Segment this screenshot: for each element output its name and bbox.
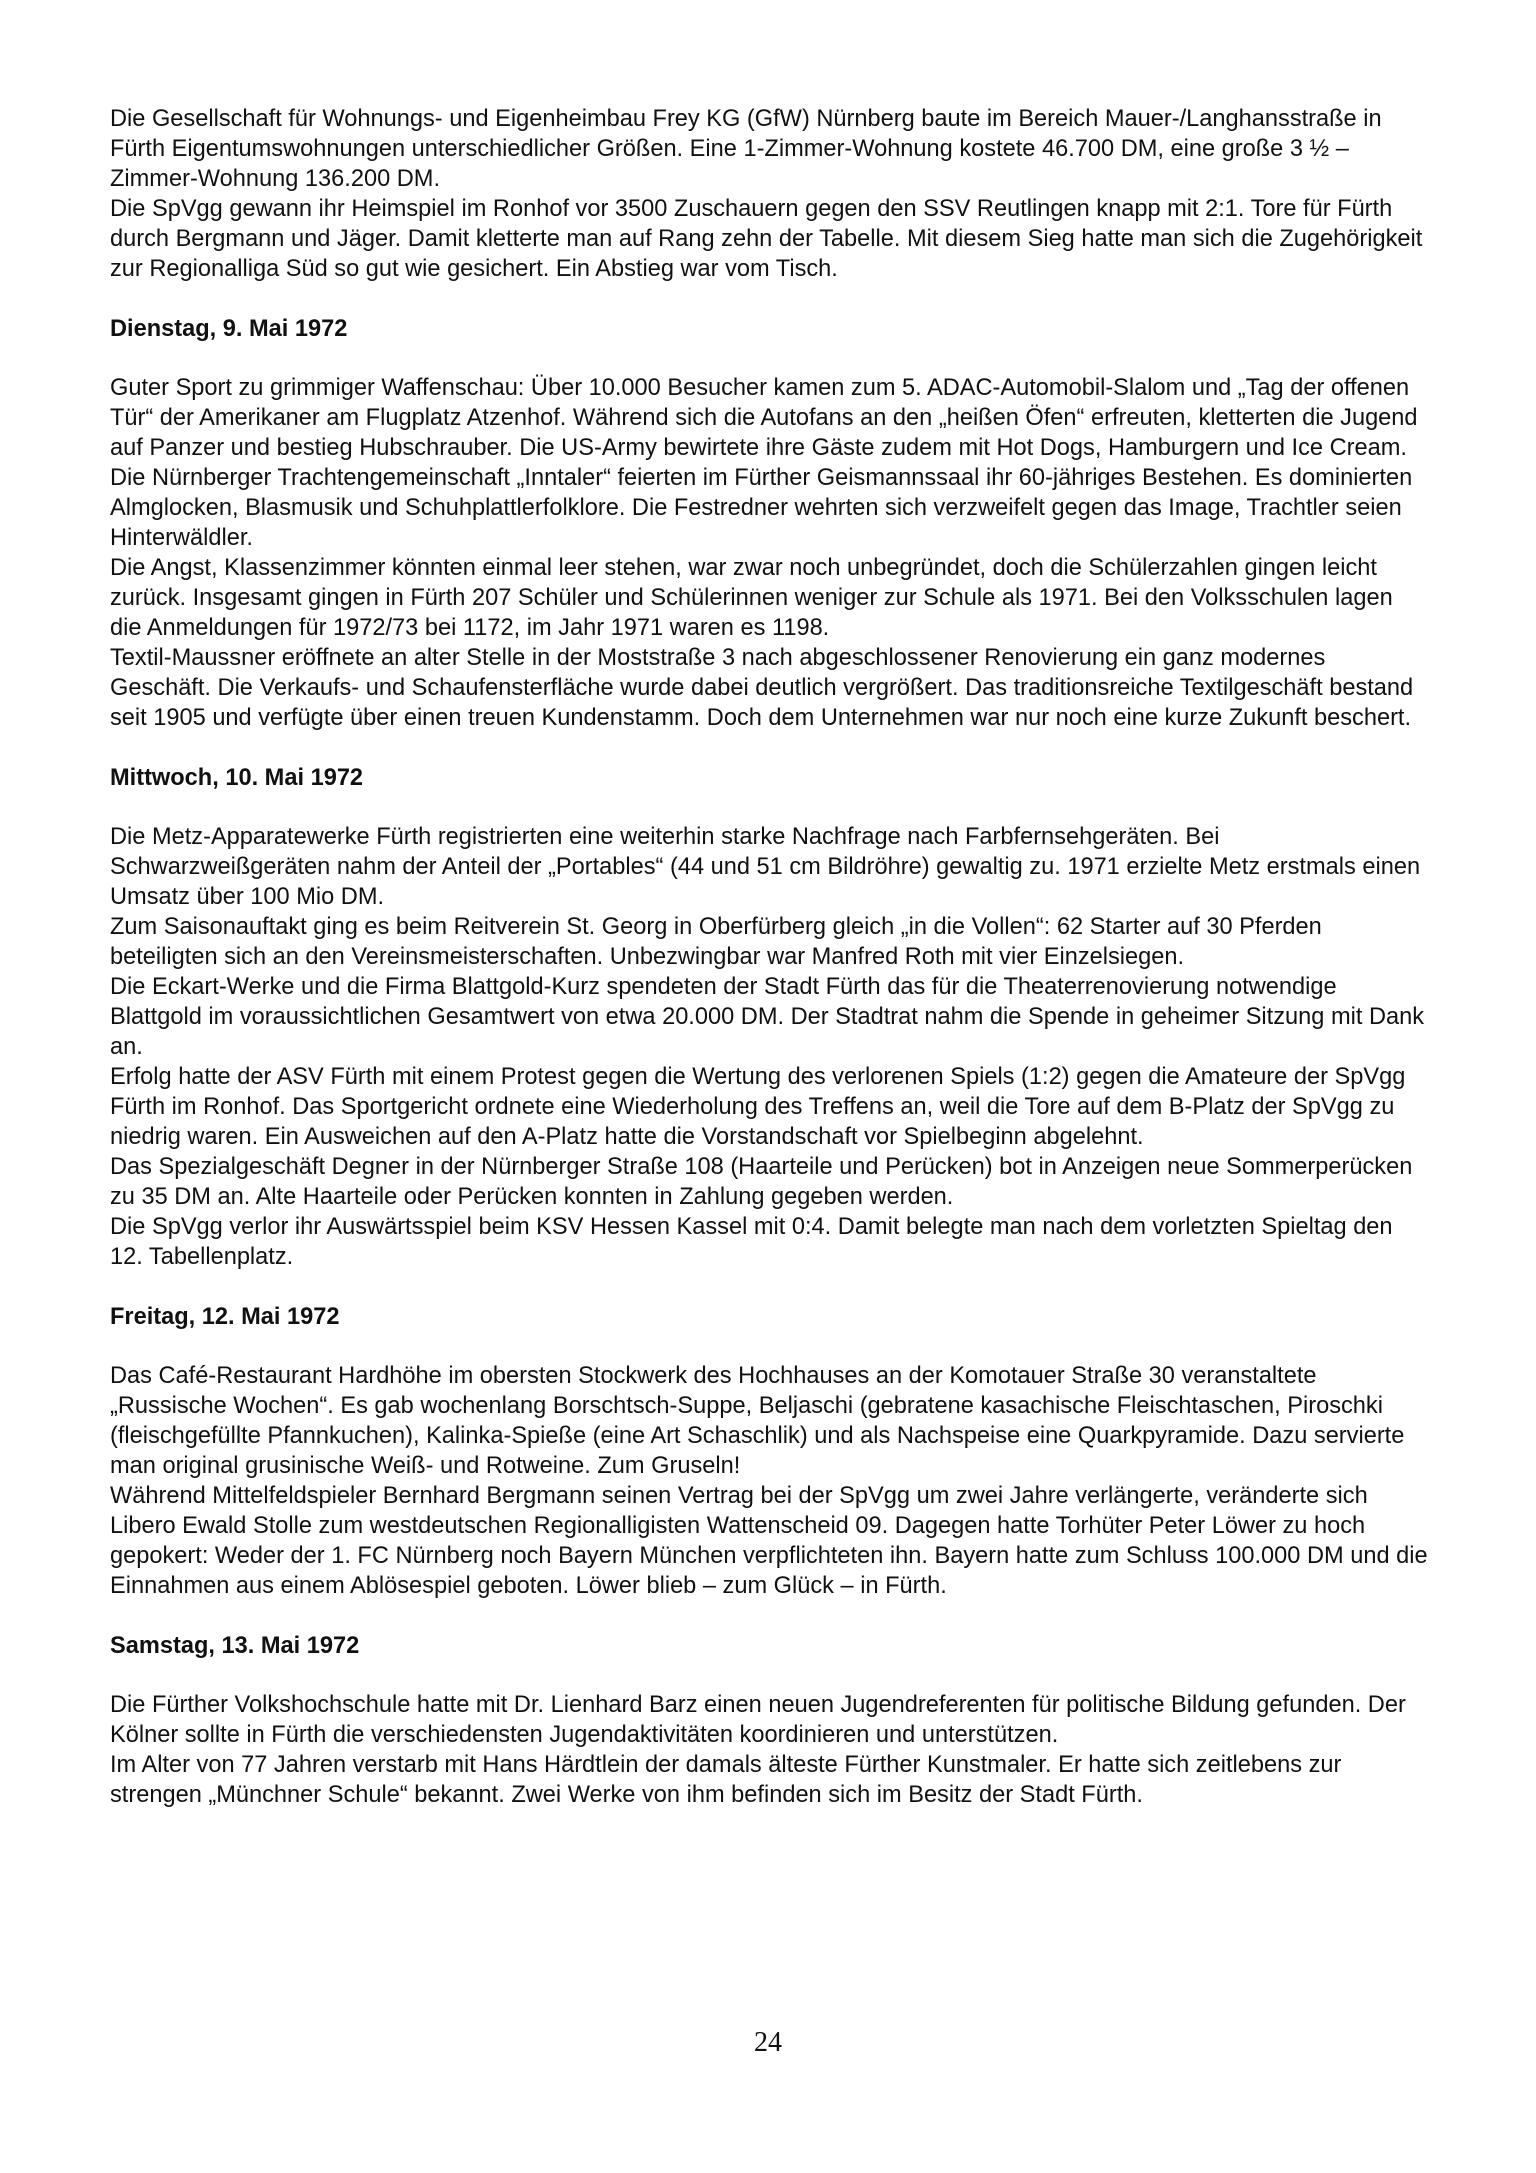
date-heading: Dienstag, 9. Mai 1972	[110, 316, 348, 342]
paragraph: Im Alter von 77 Jahren verstarb mit Hans Härdtlein der damals älteste Fürther Kunstmaler. Er hatte sich zeitlebens zur strengen „Münchner Schule“ bekannt. Zwei Werke von ihm befinden sich im Besitz der Stadt Fürth.	[110, 1752, 1342, 1808]
paragraph: Textil-Maussner eröffnete an alter Stelle in der Moststraße 3 nach abgeschlossener Renovierung ein ganz modernes Geschäft. Die Verkaufs- und Schaufensterfläche wurde dabei deutlich vergrößert. Das traditionsreiche Textilgeschäft bestand seit 1905 und verfügte über einen treuen Kundenstamm. Doch dem Unternehmen war nur noch eine kurze Zukunft beschert.	[110, 645, 1414, 731]
paragraph: Die Nürnberger Trachtengemeinschaft „Inntaler“ feierten im Fürther Geismannssaal ihr 60-jähriges Bestehen. Es dominierten Almglocken, Blasmusik und Schuhplattlerfolklore. Die Festredner wehrten sich verzweifelt gegen das Image, Trachtler seien Hinterwäldler.	[110, 465, 1413, 551]
date-heading: Samstag, 13. Mai 1972	[110, 1633, 360, 1659]
paragraph: Die Fürther Volkshochschule hatte mit Dr. Lienhard Barz einen neuen Jugendreferenten für politische Bildung gefunden. Der Kölner sollte in Fürth die verschiedensten Jugendaktivitäten koordinieren und unterstützen.	[110, 1692, 1406, 1748]
paragraph: Die Metz-Apparatewerke Fürth registrierten eine weiterhin starke Nachfrage nach Farbfernsehgeräten. Bei Schwarzweißgeräten nahm der Anteil der „Portables“ (44 und 51 cm Bildröhre) gewaltig zu. 1971 erzielte Metz erstmals einen Umsatz über 100 Mio DM.	[110, 824, 1421, 910]
date-heading: Freitag, 12. Mai 1972	[110, 1304, 340, 1330]
paragraph: Das Spezialgeschäft Degner in der Nürnberger Straße 108 (Haarteile und Perücken) bot in Anzeigen neue Sommerperücken zu 35 DM an. Alte Haarteile oder Perücken konnten in Zahlung gegeben werden.	[110, 1154, 1413, 1210]
paragraph: Die Eckart-Werke und die Firma Blattgold-Kurz spendeten der Stadt Fürth das für die Theaterrenovierung notwendige Blattgold im voraussichtlichen Gesamtwert von etwa 20.000 DM. Der Stadtrat nahm die Spende in geheimer Sitzung mit Dank an.	[110, 974, 1425, 1060]
paragraph: Die Gesellschaft für Wohnungs- und Eigenheimbau Frey KG (GfW) Nürnberg baute im Bereich Mauer-/Langhansstraße in Fürth Eigentumswohnungen unterschiedlicher Größen. Eine 1-Zimmer-Wohnung kostete 46.700 DM, eine große 3 ½ – Zimmer-Wohnung 136.200 DM.	[110, 106, 1382, 192]
paragraph: Die Angst, Klassenzimmer könnten einmal leer stehen, war zwar noch unbegründet, doch die Schülerzahlen gingen leicht zurück. Insgesamt gingen in Fürth 207 Schüler und Schülerinnen weniger zur Schule als 1971. Bei den Volksschulen lagen die Anmeldungen für 1972/73 bei 1172, im Jahr 1971 waren es 1198.	[110, 555, 1393, 641]
paragraph: Das Café-Restaurant Hardhöhe im obersten Stockwerk des Hochhauses an der Komotauer Straße 30 veranstaltete „Russische Wochen“. Es gab wochenlang Borschtsch-Suppe, Beljaschi (gebratene kasachische Fleischtaschen, Piroschki (fleischgefüllte Pfannkuchen), Kalinka-Spieße (eine Art Schaschlik) und als Nachspeise eine Quarkpyramide. Dazu servierte man original grusinische Weiß- und Rotweine. Zum Gruseln!	[110, 1363, 1405, 1479]
date-heading: Mittwoch, 10. Mai 1972	[110, 765, 364, 791]
paragraph: Die SpVgg gewann ihr Heimspiel im Ronhof vor 3500 Zuschauern gegen den SSV Reutlingen knapp mit 2:1. Tore für Fürth durch Bergmann und Jäger. Damit kletterte man auf Rang zehn der Tabelle. Mit diesem Sieg hatte man sich die Zugehörigkeit zur Regionalliga Süd so gut wie gesichert. Ein Abstieg war vom Tisch.	[110, 196, 1423, 282]
paragraph: Die SpVgg verlor ihr Auswärtsspiel beim KSV Hessen Kassel mit 0:4. Damit belegte man nach dem vorletzten Spieltag den 12. Tabellenplatz.	[110, 1214, 1393, 1270]
paragraph: Erfolg hatte der ASV Fürth mit einem Protest gegen die Wertung des verlorenen Spiels (1:2) gegen die Amateure der SpVgg Fürth im Ronhof. Das Sportgericht ordnete eine Wiederholung des Treffens an, weil die Tore auf dem B-Platz der SpVgg zu niedrig waren. Ein Ausweichen auf den A-Platz hatte die Vorstandschaft vor Spielbeginn abgelehnt.	[110, 1064, 1406, 1150]
paragraph: Guter Sport zu grimmiger Waffenschau: Über 10.000 Besucher kamen zum 5. ADAC-Automobil-Slalom und „Tag der offenen Tür“ der Amerikaner am Flugplatz Atzenhof. Während sich die Autofans an den „heißen Öfen“ erfreuten, kletterten die Jugend auf Panzer und bestieg Hubschrauber. Die US-Army bewirtete ihre Gäste zudem mit Hot Dogs, Hamburgern und Ice Cream.	[110, 375, 1418, 461]
page-body	[110, 104, 1430, 1810]
page-number: 24	[754, 2027, 782, 2058]
paragraph: Zum Saisonauftakt ging es beim Reitverein St. Georg in Oberfürberg gleich „in die Vollen“: 62 Starter auf 30 Pferden beteiligten sich an den Vereinsmeisterschaften. Unbezwingbar war Manfred Roth mit vier Einzelsiegen.	[110, 914, 1322, 970]
paragraph: Während Mittelfeldspieler Bernhard Bergmann seinen Vertrag bei der SpVgg um zwei Jahre verlängerte, veränderte sich Libero Ewald Stolle zum westdeutschen Regionalligisten Wattenscheid 09. Dagegen hatte Torhüter Peter Löwer zu hoch gepokert: Weder der 1. FC Nürnberg noch Bayern München verpflichteten ihn. Bayern hatte zum Schluss 100.000 DM und die Einnahmen aus einem Ablösespiel geboten. Löwer blieb – zum Glück – in Fürth.	[110, 1483, 1428, 1599]
